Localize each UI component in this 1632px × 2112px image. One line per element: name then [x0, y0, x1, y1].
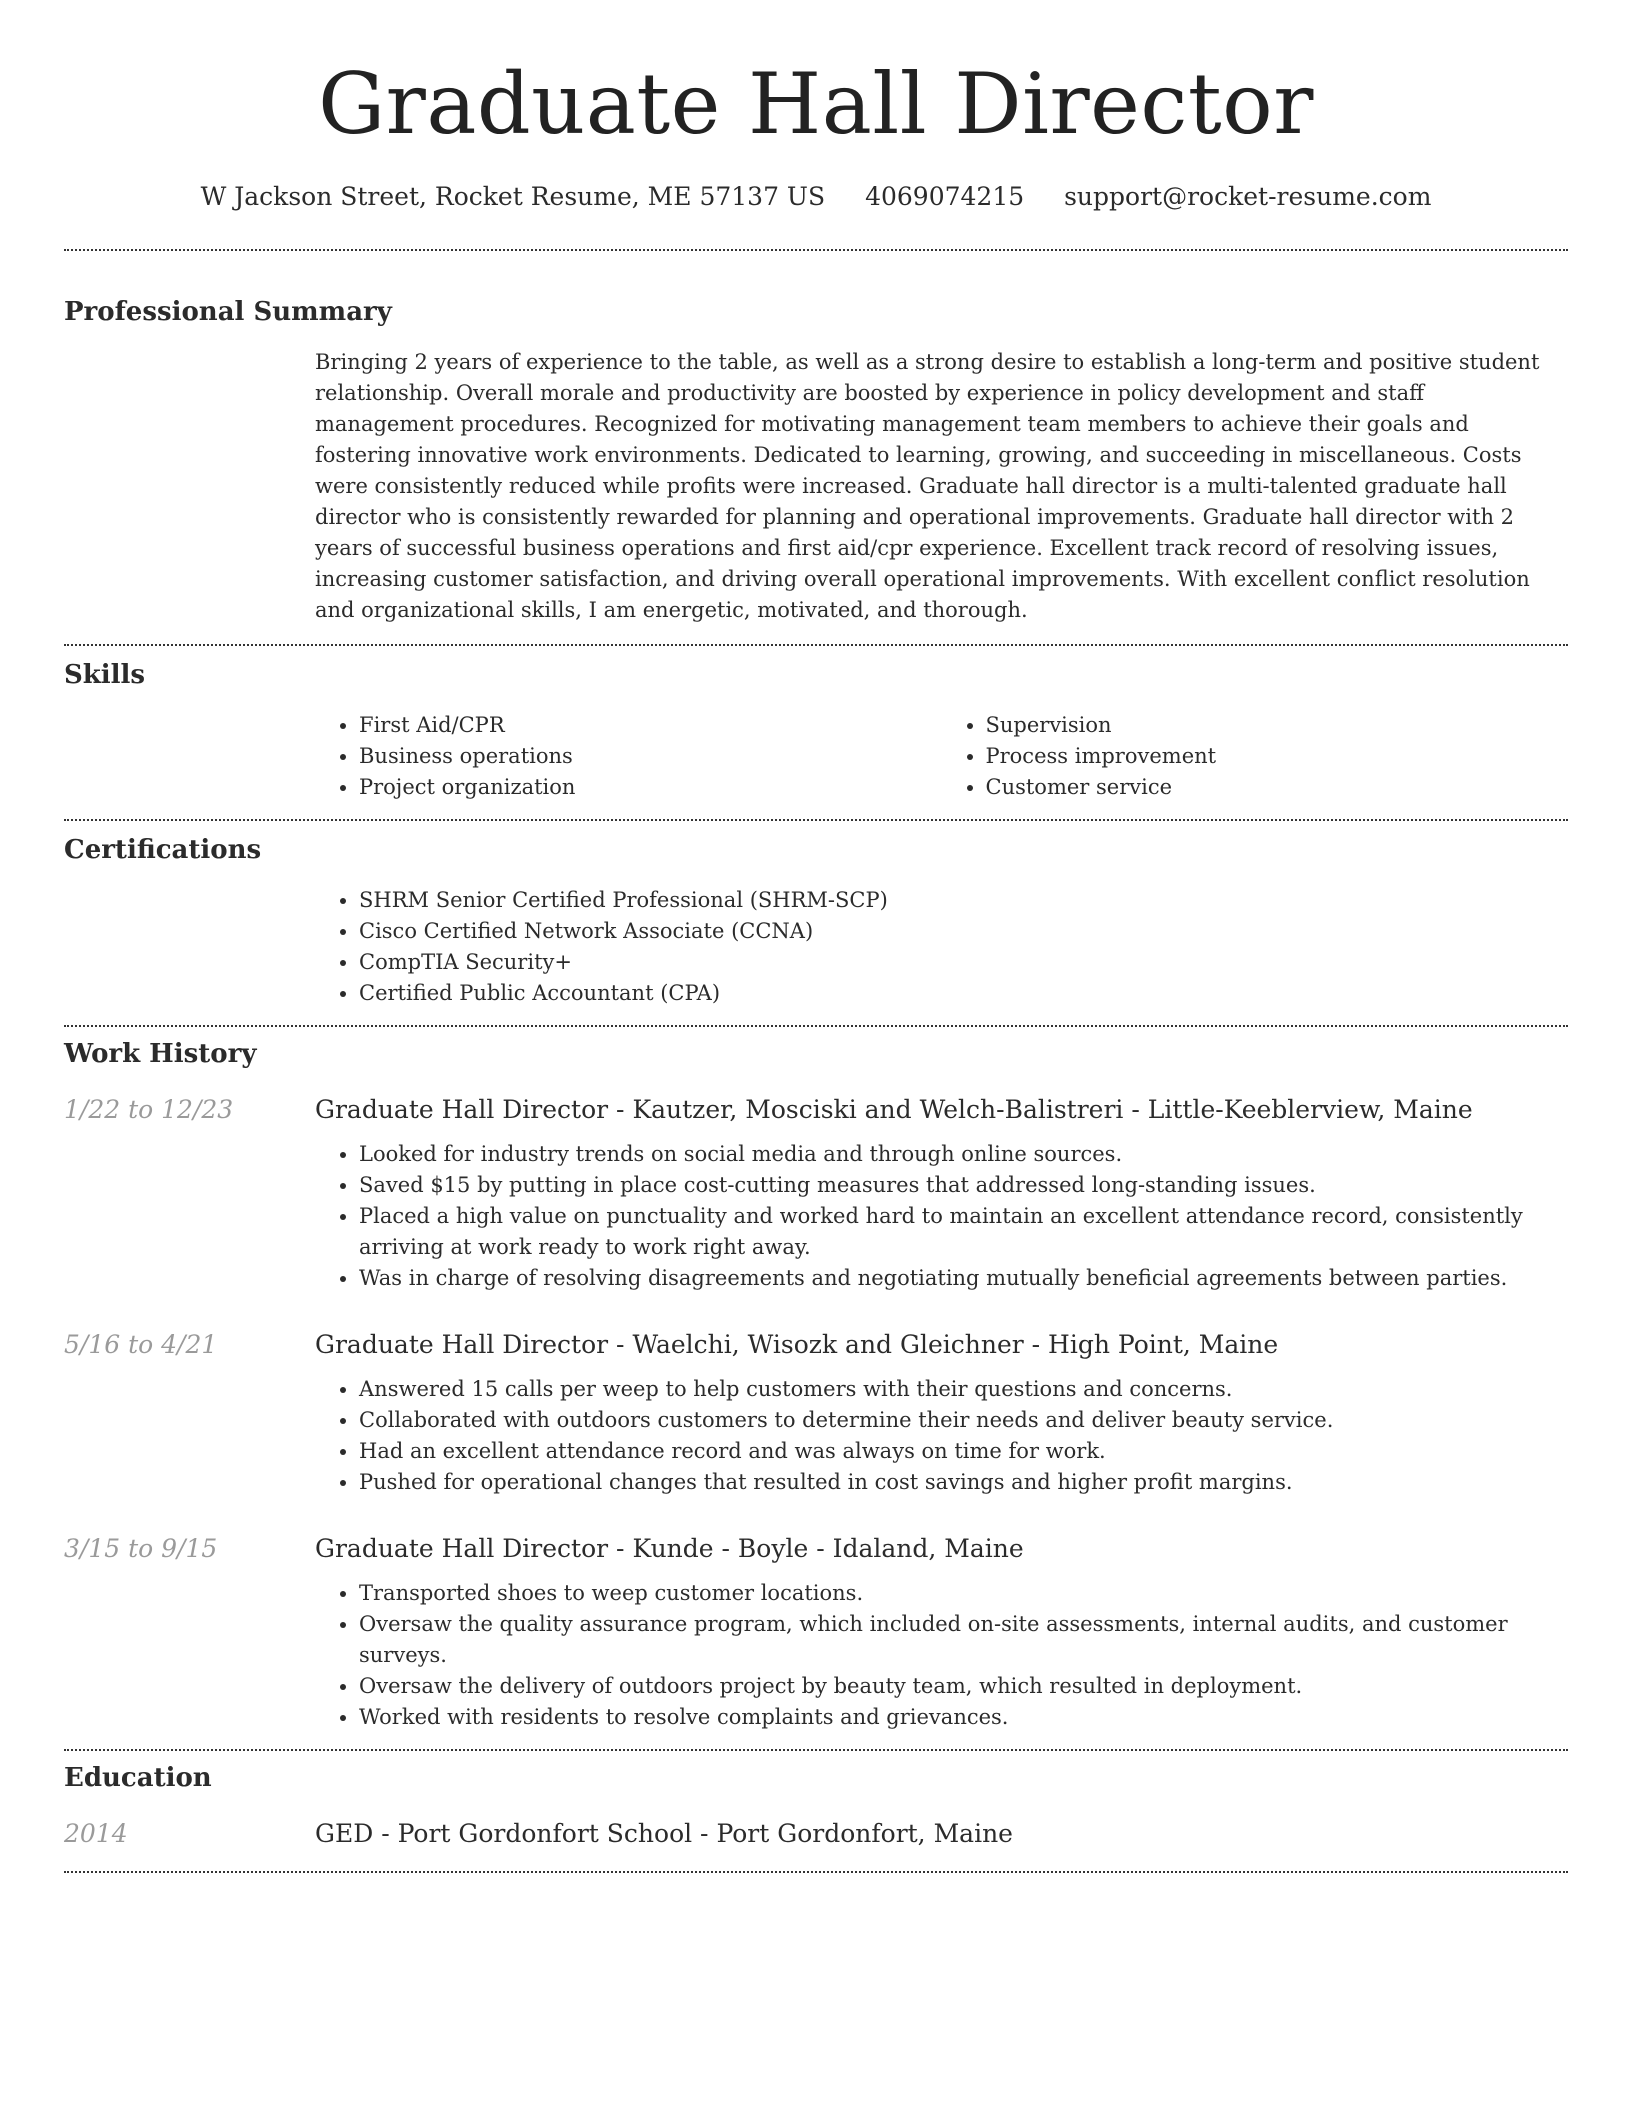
job-entry — [64, 1093, 1568, 1294]
skill-item: • Process improvement — [986, 741, 1569, 772]
resume-title: Graduate Hall Director — [318, 55, 1314, 153]
job-bullet: • Worked with residents to resolve complaints and grievances. — [359, 1702, 1568, 1733]
section-divider — [64, 1749, 1568, 1751]
job-dates: 1/22 to 12/23 — [64, 1095, 234, 1124]
job-bullet: • Oversaw the quality assurance program, which included on-site assessments, internal audits, and customer surveys. — [359, 1609, 1568, 1671]
skill-item: • Project organization — [359, 772, 942, 803]
education-date: 2014 — [64, 1819, 128, 1848]
contact-address: W Jackson Street, Rocket Resume, ME 57137 US — [200, 182, 826, 211]
work-history-heading: Work History — [64, 1039, 257, 1069]
section-divider — [64, 644, 1568, 646]
job-bullet: • Placed a high value on punctuality and worked hard to maintain an excellent attendance record, consistently arriving at work ready to work right away. — [359, 1201, 1568, 1263]
education-heading: Education — [64, 1763, 212, 1793]
section-divider — [64, 249, 1568, 251]
certification-item: • CompTIA Security+ — [359, 947, 1568, 978]
skill-item: • First Aid/CPR — [359, 710, 942, 741]
job-entry — [64, 1328, 1568, 1498]
job-title: Graduate Hall Director - Waelchi, Wisozk and Gleichner - High Point, Maine — [315, 1330, 1279, 1359]
skill-item: • Supervision — [986, 710, 1569, 741]
summary-section — [64, 295, 1568, 626]
skill-item: • Business operations — [359, 741, 942, 772]
certifications-list — [315, 885, 1568, 1009]
job-title: Graduate Hall Director - Kautzer, Mosciski and Welch-Balistreri - Little-Keeblerview, Maine — [315, 1095, 1473, 1124]
section-divider — [64, 1871, 1568, 1873]
work-history-section — [64, 1037, 1568, 1733]
education-entry — [64, 1817, 1568, 1851]
job-bullet: • Oversaw the delivery of outdoors project by beauty team, which resulted in deployment. — [359, 1671, 1568, 1702]
job-dates: 5/16 to 4/21 — [64, 1330, 218, 1359]
certification-item: • SHRM Senior Certified Professional (SHRM-SCP) — [359, 885, 1568, 916]
job-title: Graduate Hall Director - Kunde - Boyle - Idaland, Maine — [315, 1534, 1024, 1563]
section-divider — [64, 1025, 1568, 1027]
education-title: GED - Port Gordonfort School - Port Gordonfort, Maine — [315, 1819, 1013, 1848]
section-divider — [64, 819, 1568, 821]
certifications-section — [64, 833, 1568, 1009]
contact-phone: 4069074215 — [865, 182, 1025, 211]
job-bullets — [315, 1139, 1568, 1294]
job-bullet: • Looked for industry trends on social media and through online sources. — [359, 1139, 1568, 1170]
skills-section — [64, 658, 1568, 803]
job-bullet: • Pushed for operational changes that resulted in cost savings and higher profit margins. — [359, 1467, 1568, 1498]
resume-page — [64, 0, 1568, 1873]
job-bullets — [315, 1374, 1568, 1498]
skills-column-right — [942, 710, 1569, 803]
job-bullet: • Answered 15 calls per weep to help customers with their questions and concerns. — [359, 1374, 1568, 1405]
education-section — [64, 1761, 1568, 1851]
skill-item: • Customer service — [986, 772, 1569, 803]
job-bullet: • Saved $15 by putting in place cost-cutting measures that addressed long-standing issues. — [359, 1170, 1568, 1201]
skills-column-left — [315, 710, 942, 803]
certification-item: • Cisco Certified Network Associate (CCNA) — [359, 916, 1568, 947]
summary-text: Bringing 2 years of experience to the table, as well as a strong desire to establish a long-term and positive student relationship. Overall morale and productivity are boosted by experience in policy development and staff management procedures. Recognized for motivating management team members to achieve their goals and fostering innovative work environments. Dedicated to learning, growing, and succeeding in miscellaneous. Costs were consistently reduced while profits were increased. Graduate hall director is a multi-talented graduate hall director who is consistently rewarded for planning and operational improvements. Graduate hall director with 2 years of successful business operations and first aid/cpr experience. Excellent track record of resolving issues, increasing customer satisfaction, and driving overall operational improvements. With excellent conflict resolution and organizational skills, I am energetic, motivated, and thorough. — [315, 350, 1540, 622]
job-bullet: • Was in charge of resolving disagreements and negotiating mutually beneficial agreements between parties. — [359, 1263, 1568, 1294]
job-dates: 3/15 to 9/15 — [64, 1534, 218, 1563]
job-bullets — [315, 1578, 1568, 1733]
contact-email: support@rocket-resume.com — [1064, 182, 1432, 211]
certifications-heading: Certifications — [64, 835, 262, 865]
contact-line — [64, 180, 1568, 214]
summary-heading: Professional Summary — [64, 297, 392, 327]
job-bullet: • Had an excellent attendance record and was always on time for work. — [359, 1436, 1568, 1467]
job-entry — [64, 1532, 1568, 1733]
skills-list — [315, 710, 1568, 803]
job-bullet: • Transported shoes to weep customer locations. — [359, 1578, 1568, 1609]
certification-item: • Certified Public Accountant (CPA) — [359, 978, 1568, 1009]
skills-heading: Skills — [64, 660, 146, 690]
job-bullet: • Collaborated with outdoors customers to determine their needs and deliver beauty service. — [359, 1405, 1568, 1436]
